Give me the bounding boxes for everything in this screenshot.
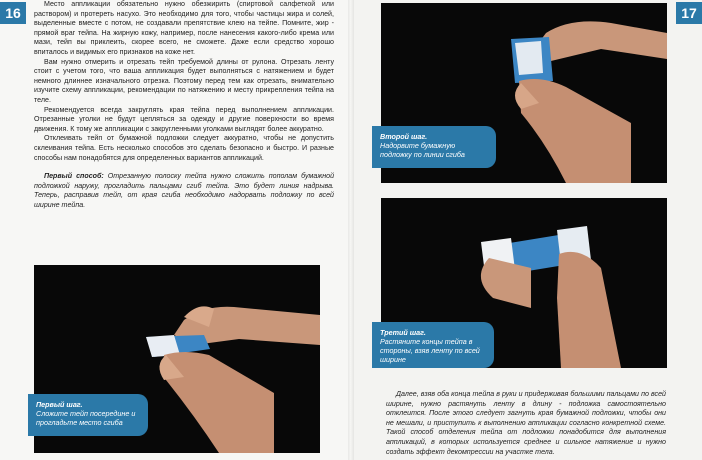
caption-step-1 <box>28 394 148 436</box>
caption-text: Сложите тейп посередине и прогладьте место сгиба <box>36 409 136 427</box>
caption-step-2 <box>372 126 496 168</box>
paragraph: Рекомендуется всегда закруглять края тейпа перед выполнением аппликации. Отрезанные уголки не будут цепляться за одежду и другие поверхности во время движения. К тому же аппликации с закругленными уголками выглядят более аккуратно. <box>34 105 334 133</box>
paragraph: Вам нужно отмерить и отрезать тейп требуемой длины от рулона. Отрезать ленту стоит с учетом того, что ваша аппликация будет выполняться с натяжением и будет немного длиннее изначального отрезка. Поэтому перед тем как отрезать, внимательно изучите схему аппликации, рекомендации по натяжению и месту прикрепления тейпа на теле. <box>34 57 334 104</box>
caption-title: Третий шаг. <box>380 328 426 337</box>
page-gutter <box>348 0 354 460</box>
method-body: Отрезанную полоску тейпа нужно сложить пополам бумажной подложкой наружу, прогладить пальцами сгиб тейпа. Это будет линия надрыва. Теперь, расправив тейп, от края сгиба необходимо надорвать подложку по всей ширине тейпа. <box>34 172 335 209</box>
page-number-left: 16 <box>0 2 26 24</box>
paragraph: Место аппликации обязательно нужно обезжирить (спиртовой салфеткой или раствором) и протереть насухо. Это необходимо для того, чтобы частицы жира и солей, выделенные вместе с потом, не создавали препятствие клею на тейпе. Помните, жир - прямой враг тейпа. На жирную кожу, например, после нанесения какого-либо крема или мази, тейп вы приклеить, скорее всего, не сможете. Даже если средство хорошо впиталось и видимых его признаков на коже нет. <box>34 0 334 56</box>
right-text-column <box>386 390 666 457</box>
caption-text: Надорвите бумажную подложку по линии сгиба <box>380 141 465 159</box>
method-paragraph <box>34 172 334 210</box>
left-text-column <box>34 0 334 210</box>
page-number-right: 17 <box>676 2 702 24</box>
method-title: Первый способ: <box>44 172 104 181</box>
caption-step-3 <box>372 322 494 368</box>
caption-title: Первый шаг. <box>36 400 83 409</box>
caption-text: Растяните концы тейпа в стороны, взяв ленту по всей ширине <box>380 337 480 364</box>
paragraph: Далее, взяв оба конца тейпа в руки и придерживая большими пальцами по всей ширине, нужно растянуть ленту в длину - подложка самостоятельно отклеится. После этого следует загнуть края бумажной подложки, чтобы они не мешали, и приступить к выполнению аппликации согласно конкретной схеме. Такой способ отделения тейпа от подложки понадобится для выполнения аппликаций, в которых используется среднее и сильное натяжение и нужно создать эффект декомпрессии на участке тела. <box>386 390 666 456</box>
caption-title: Второй шаг. <box>380 132 428 141</box>
paragraph: Отклеивать тейп от бумажной подложки следует аккуратно, чтобы не допустить склеивания тейпа. Есть несколько способов это сделать безопасно и быстро. И разные способы нам понадобятся для определенных вариантов аппликаций. <box>34 134 334 162</box>
